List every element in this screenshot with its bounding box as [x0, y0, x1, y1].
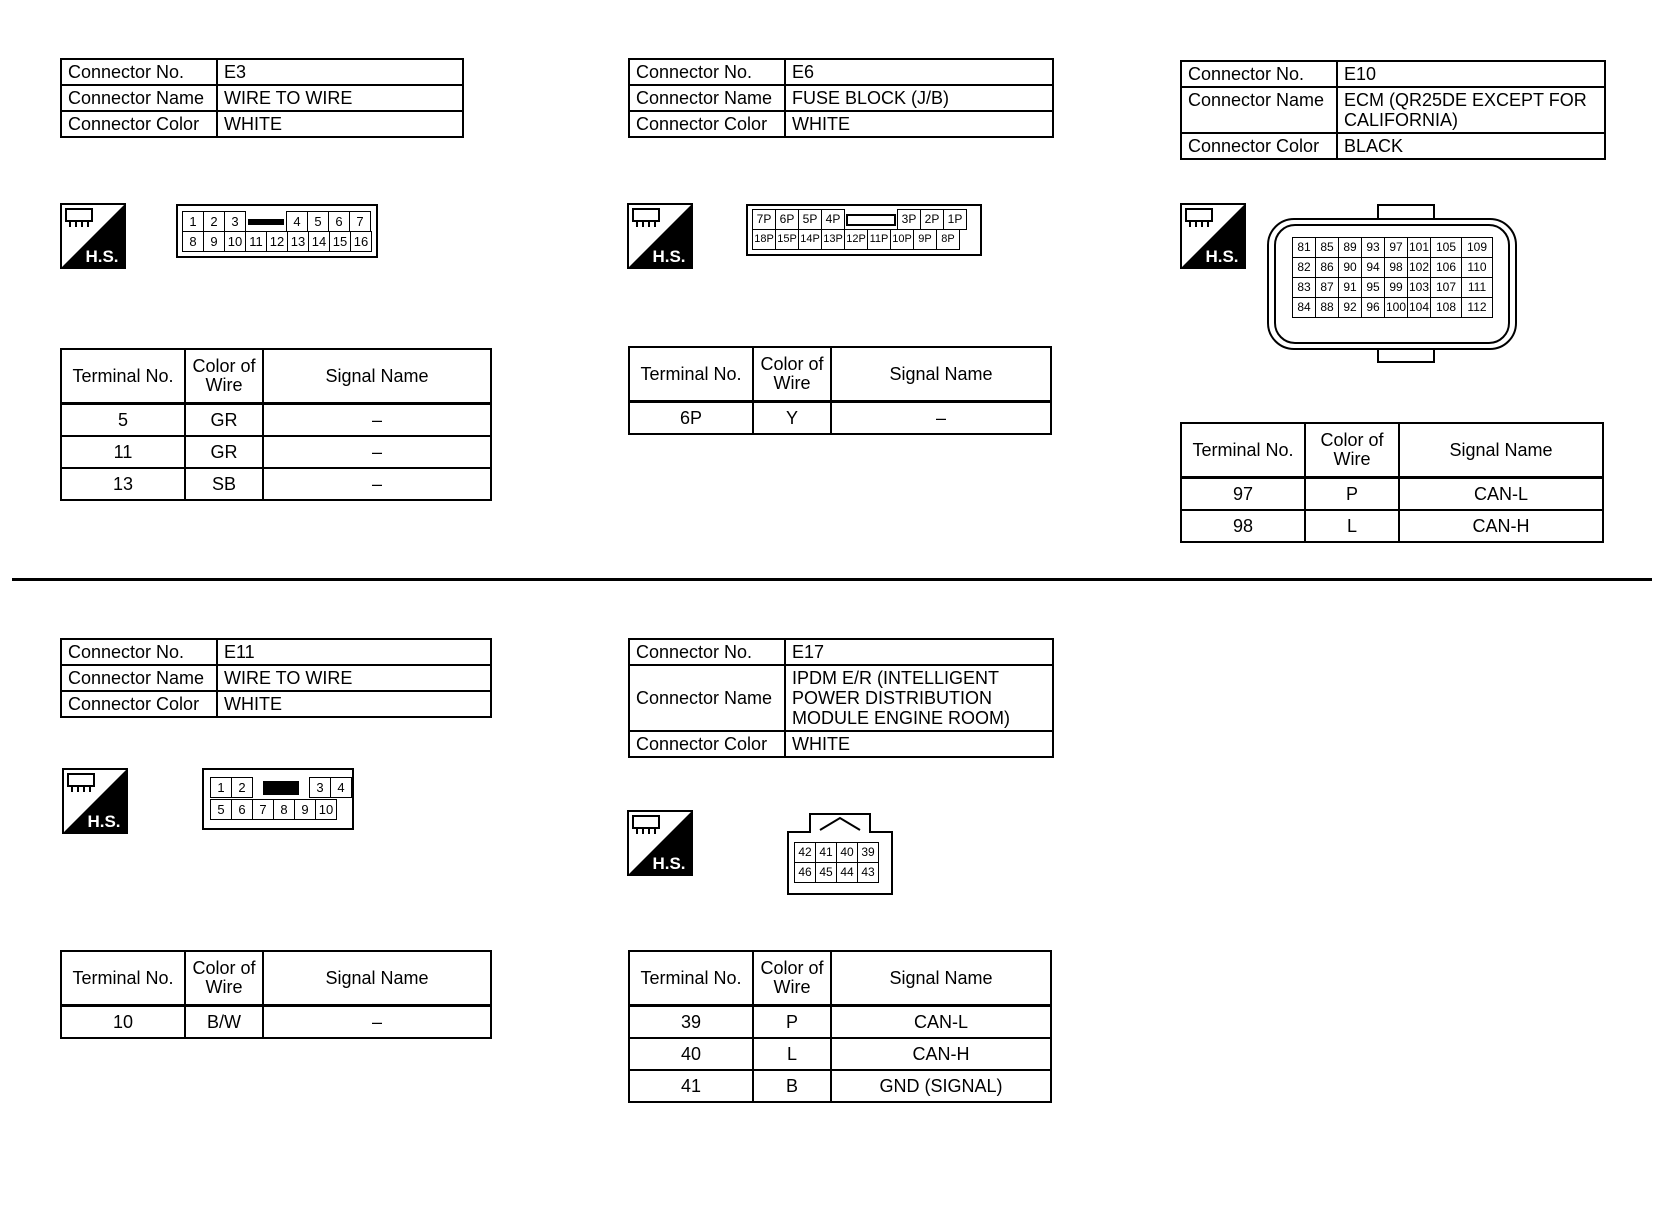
- table-row: 98 L CAN-H: [1181, 510, 1603, 542]
- connector-e17-info: [628, 638, 1054, 758]
- pin: 100: [1385, 298, 1408, 318]
- pin: 13P: [822, 230, 845, 250]
- wire-color-header: Color of Wire: [1305, 423, 1399, 478]
- key-slot: [846, 214, 896, 226]
- connector-name-value: IPDM E/R (INTELLIGENT POWER DISTRIBUTION MODULE ENGINE ROOM): [785, 665, 1053, 731]
- connector-name-label: Connector Name: [1181, 87, 1337, 133]
- connector-e6-info: [628, 58, 1054, 138]
- wire-color-header: Color of Wire: [753, 951, 831, 1006]
- pin: 45: [816, 863, 837, 883]
- pin: 15: [330, 232, 351, 252]
- pin: 96: [1362, 298, 1385, 318]
- pin: 14P: [799, 230, 822, 250]
- pin: 98: [1385, 258, 1408, 278]
- connector-no-value: E17: [785, 639, 1053, 665]
- connector-e6-terminals: [628, 346, 1052, 435]
- connector-color-label: Connector Color: [629, 111, 785, 137]
- connector-e11-info: [60, 638, 492, 718]
- wire-color-header: Color of Wire: [185, 349, 263, 404]
- pin: 7: [253, 800, 274, 820]
- connector-color-label: Connector Color: [61, 691, 217, 717]
- connector-color-value: WHITE: [217, 691, 491, 717]
- pin: 5: [308, 212, 329, 232]
- pin: 13: [288, 232, 309, 252]
- hs-label: H.S.: [1205, 247, 1239, 266]
- hs-label: H.S.: [652, 247, 686, 266]
- pin: 4: [287, 212, 308, 232]
- connector-e3-terminals: [60, 348, 492, 501]
- table-row: 11 GR –: [61, 436, 491, 468]
- pin: 8P: [937, 230, 960, 250]
- connector-color-value: WHITE: [785, 731, 1053, 757]
- connector-no-label: Connector No.: [629, 639, 785, 665]
- connector-e10-info: [1180, 60, 1606, 160]
- pin: 97: [1385, 238, 1408, 258]
- pin: 111: [1462, 278, 1493, 298]
- pin: 10: [316, 800, 337, 820]
- harness-side-icon: [1180, 203, 1246, 269]
- table-row: 13 SB –: [61, 468, 491, 500]
- pin: 88: [1316, 298, 1339, 318]
- harness-side-icon: [60, 203, 126, 269]
- pin: 1: [183, 212, 204, 232]
- pin: 107: [1431, 278, 1462, 298]
- pin: 5: [211, 800, 232, 820]
- connector-color-value: BLACK: [1337, 133, 1605, 159]
- pin: 109: [1462, 238, 1493, 258]
- hs-label: H.S.: [85, 247, 119, 266]
- pin: 11: [246, 232, 267, 252]
- pin: 2P: [921, 210, 944, 230]
- pin: 2: [204, 212, 225, 232]
- pin: 101: [1408, 238, 1431, 258]
- connector-color-value: WHITE: [217, 111, 463, 137]
- pin: 103: [1408, 278, 1431, 298]
- pin: 12P: [845, 230, 868, 250]
- terminal-no-header: Terminal No.: [629, 951, 753, 1006]
- connector-name-label: Connector Name: [61, 665, 217, 691]
- pin: 104: [1408, 298, 1431, 318]
- connector-e11-face: [202, 768, 354, 830]
- pin: 95: [1362, 278, 1385, 298]
- pin: 9P: [914, 230, 937, 250]
- pin: 10: [225, 232, 246, 252]
- pin: 4P: [822, 210, 845, 230]
- section-divider: [12, 578, 1652, 581]
- pin: 99: [1385, 278, 1408, 298]
- pin: 1P: [944, 210, 967, 230]
- pin: 40: [837, 843, 858, 863]
- pin: 8: [274, 800, 295, 820]
- connector-no-label: Connector No.: [61, 59, 217, 85]
- connector-e3-face: [176, 204, 378, 258]
- pin: 87: [1316, 278, 1339, 298]
- pin: 46: [795, 863, 816, 883]
- connector-e17-terminals: [628, 950, 1052, 1103]
- pin: 106: [1431, 258, 1462, 278]
- harness-side-icon: [62, 768, 128, 834]
- wire-color-header: Color of Wire: [185, 951, 263, 1006]
- connector-color-label: Connector Color: [61, 111, 217, 137]
- terminal-no-header: Terminal No.: [61, 349, 185, 404]
- connector-no-value: E6: [785, 59, 1053, 85]
- connector-no-value: E11: [217, 639, 491, 665]
- harness-side-icon: [627, 203, 693, 269]
- signal-name-header: Signal Name: [263, 951, 491, 1006]
- pin: 41: [816, 843, 837, 863]
- connector-e10-terminals: [1180, 422, 1604, 543]
- pin: 84: [1293, 298, 1316, 318]
- connector-no-value: E3: [217, 59, 463, 85]
- pin: 1: [211, 778, 232, 798]
- pin: 93: [1362, 238, 1385, 258]
- connector-color-label: Connector Color: [629, 731, 785, 757]
- pin: 5P: [799, 210, 822, 230]
- key-slot: [263, 781, 299, 795]
- pin: 9: [204, 232, 225, 252]
- connector-color-label: Connector Color: [1181, 133, 1337, 159]
- pin: 43: [858, 863, 879, 883]
- pin: 42: [795, 843, 816, 863]
- connector-name-label: Connector Name: [61, 85, 217, 111]
- key-slot: [248, 219, 284, 225]
- signal-name-header: Signal Name: [1399, 423, 1603, 478]
- hs-label: H.S.: [87, 812, 121, 831]
- pin: 82: [1293, 258, 1316, 278]
- pin: 110: [1462, 258, 1493, 278]
- pin: 6: [232, 800, 253, 820]
- pin: 44: [837, 863, 858, 883]
- terminal-no-header: Terminal No.: [61, 951, 185, 1006]
- pin: 3: [225, 212, 246, 232]
- pin: 8: [183, 232, 204, 252]
- pin: 6P: [776, 210, 799, 230]
- pin: 92: [1339, 298, 1362, 318]
- pin: 86: [1316, 258, 1339, 278]
- pin: 94: [1362, 258, 1385, 278]
- pin: 11P: [868, 230, 891, 250]
- pin: 6: [329, 212, 350, 232]
- connector-name-value: WIRE TO WIRE: [217, 665, 491, 691]
- pin: 3P: [898, 210, 921, 230]
- table-row: 40 L CAN-H: [629, 1038, 1051, 1070]
- pin: 15P: [776, 230, 799, 250]
- connector-e3-info: [60, 58, 464, 138]
- pin: 83: [1293, 278, 1316, 298]
- pin: 7P: [753, 210, 776, 230]
- connector-name-label: Connector Name: [629, 85, 785, 111]
- table-row: 97 P CAN-L: [1181, 478, 1603, 511]
- connector-no-value: E10: [1337, 61, 1605, 87]
- table-row: 5 GR –: [61, 404, 491, 437]
- harness-side-icon: [627, 810, 693, 876]
- pin: 10P: [891, 230, 914, 250]
- pin: 102: [1408, 258, 1431, 278]
- table-row: 39 P CAN-L: [629, 1006, 1051, 1039]
- connector-color-value: WHITE: [785, 111, 1053, 137]
- connector-e17-face: [786, 812, 894, 896]
- pin: 85: [1316, 238, 1339, 258]
- connector-no-label: Connector No.: [1181, 61, 1337, 87]
- signal-name-header: Signal Name: [831, 951, 1051, 1006]
- signal-name-header: Signal Name: [831, 347, 1051, 402]
- pin: 18P: [753, 230, 776, 250]
- connector-name-value: FUSE BLOCK (J/B): [785, 85, 1053, 111]
- pin: 3: [310, 778, 331, 798]
- terminal-no-header: Terminal No.: [629, 347, 753, 402]
- pin: 89: [1339, 238, 1362, 258]
- pin: 2: [232, 778, 253, 798]
- pin: 90: [1339, 258, 1362, 278]
- pin: 81: [1293, 238, 1316, 258]
- terminal-no-header: Terminal No.: [1181, 423, 1305, 478]
- connector-no-label: Connector No.: [629, 59, 785, 85]
- connector-e6-face: [746, 204, 982, 256]
- pin: 91: [1339, 278, 1362, 298]
- connector-name-value: ECM (QR25DE EXCEPT FOR CALIFORNIA): [1337, 87, 1605, 133]
- connector-no-label: Connector No.: [61, 639, 217, 665]
- pin: 12: [267, 232, 288, 252]
- pin: 4: [331, 778, 352, 798]
- connector-name-label: Connector Name: [629, 665, 785, 731]
- pin: 14: [309, 232, 330, 252]
- pin: 112: [1462, 298, 1493, 318]
- connector-name-value: WIRE TO WIRE: [217, 85, 463, 111]
- pin: 7: [350, 212, 371, 232]
- signal-name-header: Signal Name: [263, 349, 491, 404]
- pin: 16: [351, 232, 372, 252]
- hs-label: H.S.: [652, 854, 686, 873]
- pin: 9: [295, 800, 316, 820]
- table-row: 10 B/W –: [61, 1006, 491, 1039]
- table-row: 41 B GND (SIGNAL): [629, 1070, 1051, 1102]
- wire-color-header: Color of Wire: [753, 347, 831, 402]
- connector-e11-terminals: [60, 950, 492, 1039]
- pin: 108: [1431, 298, 1462, 318]
- pin: 39: [858, 843, 879, 863]
- table-row: 6P Y –: [629, 402, 1051, 435]
- connector-e10-face: [1266, 204, 1518, 364]
- pin: 105: [1431, 238, 1462, 258]
